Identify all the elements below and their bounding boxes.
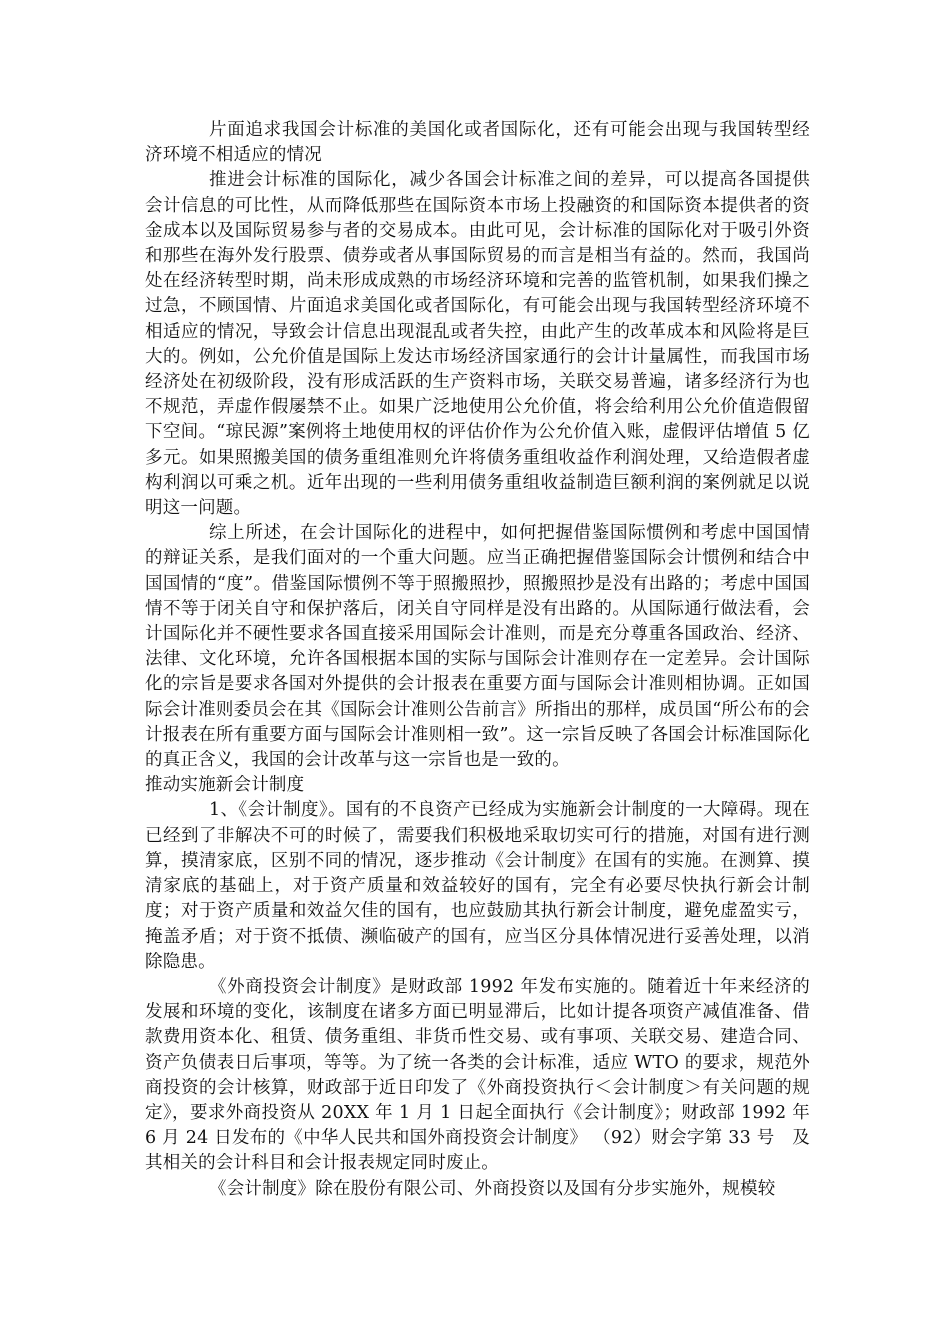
paragraph-accounting-system: 1、《会计制度》。国有的不良资产已经成为实施新会计制度的一大障碍。现在已经到了非解决不可的时候了，需要我们积极地采取切实可行的措施，对国有进行测算，摸清家底，区别不同的情况，逐步推动《会计制度》在国有的实施。在测算、摸清家底的基础上，对于资产质量和效益较好的国有，完全有必要尽快执行新会计制度；对于资产质量和效益欠佳的国有，也应鼓励其执行新会计制度，避免虚盈实亏，掩盖矛盾；对于资不抵债、濒临破产的国有，应当区分具体情况进行妥善处理，以消除隐患。	[145, 800, 810, 972]
paragraph-internationalization: 推进会计标准的国际化，减少各国会计标准之间的差异，可以提高各国提供会计信息的可比性，从而降低那些在国际资本市场上投融资的和国际资本提供者的资金成本以及国际贸易参与者的交易成本。由此可见，会计标准的国际化对于吸引外资和那些在海外发行股票、债券或者从事国际贸易的而言是相当有益的。然而，我国尚处在经济转型时期，尚未形成成熟的市场经济环境和完善的监管机制，如果我们操之过急，不顾国情、片面追求美国化或者国际化，有可能会出现与我国转型经济环境不相适应的情况，导致会计信息出现混乱或者失控，由此产生的改革成本和风险将是巨大的。例如，公允价值是国际上发达市场经济国家通行的会计计量属性，而我国市场经济处在初级阶段，没有形成活跃的生产资料市场，关联交易普遍，诸多经济行为也不规范，弄虚作假屡禁不止。如果广泛地使用公允价值，将会给利用公允价值造假留下空间。“琼民源”案例将土地使用权的评估价作为公允价值入账，虚假评估增值 5 亿多元。如果照搬美国的债务重组准则允许将债务重组收益作利润处理，又给造假者虚构利润以可乘之机。近年出现的一些利用债务重组收益制造巨额利润的案例就足以说明这一问题。	[145, 170, 810, 519]
paragraph-foreign-investment: 《外商投资会计制度》是财政部 1992 年发布实施的。随着近十年来经济的发展和环境的变化，该制度在诸多方面已明显滞后，比如计提各项资产减值准备、借款费用资本化、租赁、债务重组、非货币性交易、或有事项、关联交易、建造合同、资产负债表日后事项，等等。为了统一各类的会计标准，适应 WTO 的要求，规范外商投资的会计核算，财政部于近日印发了《外商投资执行＜会计制度＞有关问题的规定》，要求外商投资从 20XX 年 1 月 1 日起全面执行《会计制度》；财政部 1992 年 6 月 24 日发布的《中华人民共和国外商投资会计制度》 （92）财会字第 33 号 及其相关的会计科目和会计报表规定同时废止。	[145, 976, 810, 1174]
section-heading: 推动实施新会计制度	[145, 775, 305, 796]
paragraph-continuation: 《会计制度》除在股份有限公司、外商投资以及国有分步实施外，规模较	[209, 1178, 776, 1199]
document-page	[145, 118, 810, 1202]
paragraph-intro: 片面追求我国会计标准的美国化或者国际化，还有可能会出现与我国转型经济环境不相适应的情况	[145, 120, 810, 166]
paragraph-summary: 综上所述，在会计国际化的进程中，如何把握借鉴国际惯例和考虑中国国情的辩证关系，是我们面对的一个重大问题。应当正确把握借鉴国际会计惯例和结合中国国情的“度”。借鉴国际惯例不等于照搬照抄，照搬照抄是没有出路的；考虑中国国情不等于闭关自守和保护落后，闭关自守同样是没有出路的。从国际通行做法看，会计国际化并不硬性要求各国直接采用国际会计准则，而是充分尊重各国政治、经济、法律、文化环境，允许各国根据本国的实际与国际会计准则存在一定差异。会计国际化的宗旨是要求各国对外提供的会计报表在重要方面与国际会计准则相协调。正如国际会计准则委员会在其《国际会计准则公告前言》所指出的那样，成员国“所公布的会计报表在所有重要方面与国际会计准则相一致”。这一宗旨反映了各国会计标准国际化的真正含义，我国的会计改革与这一宗旨也是一致的。	[145, 523, 810, 771]
